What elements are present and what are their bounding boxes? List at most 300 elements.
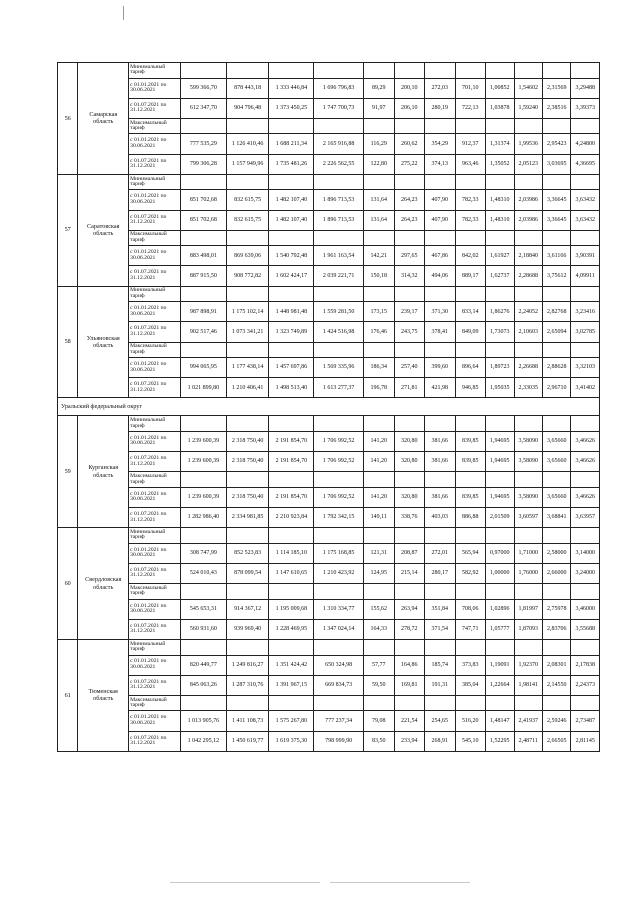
tariff-value-cell: 912,37 <box>455 134 486 154</box>
tariff-value-cell: 1 747 700,73 <box>314 98 364 118</box>
tariff-value-cell: 257,40 <box>394 358 425 378</box>
tariff-value-cell <box>542 528 570 544</box>
table-row <box>58 342 600 358</box>
tariff-value-cell: 186,34 <box>364 358 395 378</box>
tariff-value-cell <box>542 174 570 190</box>
tariff-value-cell: 2,03986 <box>514 210 542 230</box>
tariff-value-cell: 2,48711 <box>514 731 542 751</box>
tariff-value-cell <box>571 584 600 600</box>
tariff-value-cell: 1,59240 <box>514 98 542 118</box>
tariff-value-cell: 381,66 <box>425 452 456 472</box>
tariff-value-cell <box>394 230 425 246</box>
tariff-value-cell <box>514 695 542 711</box>
tariff-value-cell: 83,50 <box>364 731 395 751</box>
tariff-value-cell <box>226 286 269 302</box>
tariff-value-cell <box>571 528 600 544</box>
tariff-value-cell <box>181 230 227 246</box>
table-row <box>58 230 600 246</box>
tariff-value-cell: 3,46626 <box>571 452 600 472</box>
tariff-value-cell: 902 517,46 <box>181 322 227 342</box>
tariff-value-cell: 1,22664 <box>486 675 514 695</box>
tariff-value-cell: 777 237,34 <box>314 711 364 731</box>
tariff-value-cell <box>181 174 227 190</box>
table-row <box>58 246 600 266</box>
tariff-value-cell: 747,71 <box>455 619 486 639</box>
tariff-value-cell <box>514 230 542 246</box>
tariff-period-label: с 01.07.2021 по 31.12.2021 <box>129 675 181 695</box>
tariff-value-cell: 239,17 <box>394 302 425 322</box>
table-row <box>58 134 600 154</box>
tariff-value-cell <box>364 342 395 358</box>
tariff-value-cell: 131,64 <box>364 190 395 210</box>
table-row <box>58 416 600 432</box>
tariff-value-cell: 887 915,50 <box>181 266 227 286</box>
tariff-value-cell <box>455 695 486 711</box>
tariff-value-cell: 939 969,40 <box>226 619 269 639</box>
tariff-value-cell: 1 239 600,39 <box>181 431 227 451</box>
table-row <box>58 675 600 695</box>
tariff-value-cell: 3,63432 <box>571 210 600 230</box>
tariff-value-cell: 1 351 424,42 <box>269 655 314 675</box>
region-number: 56 <box>58 63 78 175</box>
tariff-value-cell: 2 226 562,55 <box>314 154 364 174</box>
tariff-value-cell: 1 706 992,52 <box>314 452 364 472</box>
tariff-value-cell: 3,75612 <box>542 266 570 286</box>
tariff-value-cell: 3,63957 <box>571 507 600 527</box>
tariff-value-cell: 121,31 <box>364 543 395 563</box>
tariff-value-cell: 3,55688 <box>571 619 600 639</box>
tariff-period-label: с 01.07.2021 по 31.12.2021 <box>129 731 181 751</box>
tariff-value-cell: 994 065,95 <box>181 358 227 378</box>
tariff-value-cell: 494,06 <box>425 266 456 286</box>
tariff-value-cell: 1 147 610,65 <box>269 563 314 583</box>
tariff-value-cell: 2 191 854,70 <box>269 487 314 507</box>
tariff-value-cell: 2,33035 <box>514 378 542 398</box>
tariff-value-cell: 280,17 <box>425 563 456 583</box>
tariff-value-cell: 1 602 424,17 <box>269 266 314 286</box>
tariff-period-label: с 01.01.2021 по 30.06.2021 <box>129 711 181 731</box>
tariff-value-cell: 1 347 024,14 <box>314 619 364 639</box>
tariff-value-cell: 141,20 <box>364 452 395 472</box>
tariff-value-cell: 1 498 513,40 <box>269 378 314 398</box>
tariff-value-cell: 141,20 <box>364 487 395 507</box>
tariff-period-label: Максимальный тариф <box>129 230 181 246</box>
tariff-value-cell: 1 696 796,83 <box>314 78 364 98</box>
table-row <box>58 266 600 286</box>
tariff-value-cell: 2,58000 <box>542 543 570 563</box>
tariff-value-cell: 1,94695 <box>486 487 514 507</box>
tariff-value-cell: 946,85 <box>455 378 486 398</box>
tariff-value-cell: 2 165 916,88 <box>314 134 364 154</box>
tariff-value-cell <box>542 230 570 246</box>
tariff-value-cell: 176,46 <box>364 322 395 342</box>
tariff-value-cell <box>181 584 227 600</box>
tariff-value-cell: 3,58090 <box>514 431 542 451</box>
binding-line-left <box>170 882 320 883</box>
tariff-value-cell <box>314 584 364 600</box>
tariff-value-cell <box>364 286 395 302</box>
tariff-value-cell: 1,92370 <box>514 655 542 675</box>
tariff-value-cell: 1 333 446,84 <box>269 78 314 98</box>
tariff-value-cell: 264,23 <box>394 190 425 210</box>
tariff-value-cell: 1,35052 <box>486 154 514 174</box>
tariff-value-cell: 381,66 <box>425 431 456 451</box>
tariff-period-label: с 01.01.2021 по 30.06.2021 <box>129 543 181 563</box>
tariff-value-cell: 467,86 <box>425 246 456 266</box>
tariff-value-cell: 421,98 <box>425 378 456 398</box>
tariff-value-cell: 1 195 009,68 <box>269 599 314 619</box>
tariff-period-label: с 01.07.2021 по 31.12.2021 <box>129 619 181 639</box>
region-name: Тюменская область <box>78 639 129 751</box>
tariff-value-cell: 3,32103 <box>571 358 600 378</box>
tariff-value-cell: 320,80 <box>394 487 425 507</box>
table-row <box>58 655 600 675</box>
tariff-value-cell: 3,29488 <box>571 78 600 98</box>
table-row <box>58 584 600 600</box>
table-row <box>58 599 600 619</box>
tariff-value-cell <box>486 118 514 134</box>
tariff-period-label: с 01.07.2021 по 31.12.2021 <box>129 98 181 118</box>
tariff-value-cell: 1 323 749,89 <box>269 322 314 342</box>
tariff-value-cell: 272,03 <box>425 78 456 98</box>
tariff-value-cell: 799 306,28 <box>181 154 227 174</box>
tariff-value-cell: 1,48310 <box>486 190 514 210</box>
tariff-value-cell: 1,31374 <box>486 134 514 154</box>
tariff-value-cell <box>314 639 364 655</box>
tariff-value-cell: 2,24052 <box>514 302 542 322</box>
tariff-value-cell: 59,50 <box>364 675 395 695</box>
tariff-value-cell: 374,13 <box>425 154 456 174</box>
tariff-value-cell: 3,24000 <box>571 563 600 583</box>
tariff-period-label: Максимальный тариф <box>129 472 181 488</box>
table-row <box>58 210 600 230</box>
tariff-period-label: с 01.01.2021 по 30.06.2021 <box>129 190 181 210</box>
tariff-value-cell: 545,10 <box>455 731 486 751</box>
tariff-period-label: Минимальный тариф <box>129 286 181 302</box>
tariff-value-cell: 3,46626 <box>571 431 600 451</box>
tariff-value-cell <box>542 286 570 302</box>
tariff-value-cell <box>314 528 364 544</box>
tariff-value-cell: 1 896 713,53 <box>314 190 364 210</box>
tariff-value-cell: 263,94 <box>394 599 425 619</box>
region-number: 61 <box>58 639 78 751</box>
tariff-value-cell: 1 457 697,86 <box>269 358 314 378</box>
tariff-value-cell <box>542 63 570 79</box>
tariff-value-cell: 1,94695 <box>486 431 514 451</box>
tariff-value-cell: 1 239 600,39 <box>181 452 227 472</box>
tariff-table-body <box>58 63 600 752</box>
tariff-value-cell: 381,66 <box>425 487 456 507</box>
tariff-value-cell: 2,01509 <box>486 507 514 527</box>
tariff-value-cell: 3,63432 <box>571 190 600 210</box>
tariff-value-cell <box>571 639 600 655</box>
tariff-value-cell <box>571 286 600 302</box>
tariff-value-cell: 2 334 981,85 <box>226 507 269 527</box>
tariff-value-cell: 1 021 899,80 <box>181 378 227 398</box>
tariff-value-cell: 878 443,18 <box>226 78 269 98</box>
tariff-value-cell <box>425 63 456 79</box>
tariff-value-cell: 1 239 600,39 <box>181 487 227 507</box>
tariff-value-cell: 185,74 <box>425 655 456 675</box>
tariff-value-cell: 1,00000 <box>486 563 514 583</box>
table-row <box>58 98 600 118</box>
tariff-value-cell <box>486 528 514 544</box>
tariff-value-cell <box>226 584 269 600</box>
tariff-period-label: с 01.07.2021 по 31.12.2021 <box>129 322 181 342</box>
tariff-value-cell: 1,89723 <box>486 358 514 378</box>
tariff-value-cell: 987 898,91 <box>181 302 227 322</box>
tariff-value-cell: 1 282 986,40 <box>181 507 227 527</box>
tariff-value-cell: 407,90 <box>425 210 456 230</box>
tariff-value-cell: 169,81 <box>394 675 425 695</box>
tariff-value-cell <box>394 342 425 358</box>
tariff-value-cell: 1,81997 <box>514 599 542 619</box>
tariff-value-cell: 320,80 <box>394 431 425 451</box>
tariff-value-cell: 1,48310 <box>486 210 514 230</box>
federal-district-header: Уральский федеральный округ <box>58 398 600 416</box>
tariff-value-cell: 845 063,26 <box>181 675 227 695</box>
tariff-value-cell: 1 540 792,48 <box>269 246 314 266</box>
tariff-period-label: с 01.01.2021 по 30.06.2021 <box>129 302 181 322</box>
tariff-value-cell: 1 613 277,37 <box>314 378 364 398</box>
tariff-value-cell: 338,76 <box>394 507 425 527</box>
tariff-value-cell: 271,81 <box>394 378 425 398</box>
tariff-value-cell: 1,54602 <box>514 78 542 98</box>
tariff-period-label: с 01.01.2021 по 30.06.2021 <box>129 655 181 675</box>
tariff-value-cell: 3,61166 <box>542 246 570 266</box>
table-row <box>58 286 600 302</box>
tariff-period-label: с 01.01.2021 по 30.06.2021 <box>129 487 181 507</box>
tariff-value-cell: 1,62737 <box>486 266 514 286</box>
tariff-value-cell <box>226 416 269 432</box>
region-number: 57 <box>58 174 78 286</box>
tariff-value-cell: 722,13 <box>455 98 486 118</box>
tariff-value-cell: 2,17838 <box>571 655 600 675</box>
tariff-value-cell <box>425 174 456 190</box>
tariff-value-cell: 2 191 854,70 <box>269 431 314 451</box>
tariff-value-cell: 839,85 <box>455 452 486 472</box>
tariff-value-cell: 1,73073 <box>486 322 514 342</box>
tariff-value-cell <box>314 174 364 190</box>
tariff-value-cell <box>455 416 486 432</box>
tariff-value-cell: 164,33 <box>364 619 395 639</box>
tariff-value-cell: 851 702,68 <box>181 210 227 230</box>
tariff-value-cell: 3,58090 <box>514 452 542 472</box>
tariff-value-cell: 320,80 <box>394 452 425 472</box>
tariff-period-label: с 01.07.2021 по 31.12.2021 <box>129 563 181 583</box>
tariff-value-cell <box>486 416 514 432</box>
table-row <box>58 322 600 342</box>
tariff-value-cell <box>314 286 364 302</box>
tariff-value-cell <box>394 695 425 711</box>
tariff-value-cell: 2,31569 <box>542 78 570 98</box>
tariff-value-cell: 124,95 <box>364 563 395 583</box>
tariff-value-cell: 314,32 <box>394 266 425 286</box>
tariff-value-cell <box>571 695 600 711</box>
tariff-value-cell: 308 747,99 <box>181 543 227 563</box>
tariff-value-cell: 403,03 <box>425 507 456 527</box>
tariff-value-cell: 3,46626 <box>571 487 600 507</box>
tariff-value-cell: 1,52295 <box>486 731 514 751</box>
tariff-value-cell: 2,28688 <box>514 266 542 286</box>
tariff-value-cell: 191,31 <box>425 675 456 695</box>
tariff-value-cell <box>486 639 514 655</box>
tariff-value-cell <box>425 118 456 134</box>
tariff-value-cell: 297,65 <box>394 246 425 266</box>
tariff-value-cell: 2,05123 <box>514 154 542 174</box>
tariff-value-cell <box>514 472 542 488</box>
region-number: 60 <box>58 528 78 640</box>
tariff-value-cell: 1 175 102,14 <box>226 302 269 322</box>
tariff-value-cell: 3,65660 <box>542 487 570 507</box>
tariff-value-cell <box>181 416 227 432</box>
table-row <box>58 563 600 583</box>
tariff-period-label: с 01.07.2021 по 31.12.2021 <box>129 507 181 527</box>
tariff-period-label: с 01.01.2021 по 30.06.2021 <box>129 358 181 378</box>
tariff-value-cell: 3,02785 <box>571 322 600 342</box>
tariff-period-label: Минимальный тариф <box>129 416 181 432</box>
tariff-value-cell: 1,86276 <box>486 302 514 322</box>
tariff-period-label: Минимальный тариф <box>129 528 181 544</box>
tariff-value-cell <box>314 63 364 79</box>
tariff-value-cell <box>455 63 486 79</box>
tariff-value-cell: 1 706 992,52 <box>314 431 364 451</box>
tariff-value-cell: 2 191 854,70 <box>269 452 314 472</box>
tariff-value-cell <box>514 639 542 655</box>
tariff-value-cell <box>425 342 456 358</box>
tariff-value-cell <box>226 695 269 711</box>
tariff-value-cell: 0,97000 <box>486 543 514 563</box>
tariff-value-cell: 878 099,54 <box>226 563 269 583</box>
tariff-period-label: с 01.07.2021 по 31.12.2021 <box>129 154 181 174</box>
tariff-value-cell: 1 411 108,73 <box>226 711 269 731</box>
tariff-value-cell: 582,92 <box>455 563 486 583</box>
tariff-value-cell <box>394 174 425 190</box>
tariff-value-cell: 1 126 410,46 <box>226 134 269 154</box>
tariff-value-cell: 215,14 <box>394 563 425 583</box>
tariff-value-cell <box>486 584 514 600</box>
tariff-value-cell: 1,03878 <box>486 98 514 118</box>
tariff-value-cell: 1 310 334,77 <box>314 599 364 619</box>
tariff-value-cell: 2,41937 <box>514 711 542 731</box>
tariff-value-cell: 200,10 <box>394 78 425 98</box>
tariff-value-cell: 889,17 <box>455 266 486 286</box>
tariff-value-cell <box>226 63 269 79</box>
tariff-value-cell <box>542 472 570 488</box>
tariff-value-cell: 851 702,68 <box>181 190 227 210</box>
tariff-value-cell: 2,96710 <box>542 378 570 398</box>
tariff-value-cell: 1 619 375,30 <box>269 731 314 751</box>
tariff-value-cell: 141,20 <box>364 431 395 451</box>
tariff-value-cell: 1 448 981,48 <box>269 302 314 322</box>
tariff-value-cell: 4,36695 <box>571 154 600 174</box>
tariff-value-cell: 3,41402 <box>571 378 600 398</box>
tariff-value-cell: 150,18 <box>364 266 395 286</box>
tariff-period-label: с 01.07.2021 по 31.12.2021 <box>129 266 181 286</box>
tariff-value-cell: 612 347,70 <box>181 98 227 118</box>
tariff-value-cell: 385,04 <box>455 675 486 695</box>
tariff-value-cell <box>542 118 570 134</box>
table-row <box>58 487 600 507</box>
tariff-value-cell <box>425 230 456 246</box>
tariff-value-cell: 820 449,77 <box>181 655 227 675</box>
tariff-value-cell <box>394 584 425 600</box>
tariff-value-cell: 4,24800 <box>571 134 600 154</box>
tariff-value-cell: 1,00852 <box>486 78 514 98</box>
tariff-value-cell <box>542 695 570 711</box>
tariff-value-cell <box>455 286 486 302</box>
tariff-value-cell: 354,29 <box>425 134 456 154</box>
tariff-value-cell <box>364 416 395 432</box>
tariff-value-cell <box>314 118 364 134</box>
tariff-value-cell <box>269 472 314 488</box>
tariff-value-cell <box>364 639 395 655</box>
tariff-value-cell <box>226 230 269 246</box>
region-number: 59 <box>58 416 78 528</box>
tariff-value-cell <box>269 528 314 544</box>
tariff-value-cell: 1,19091 <box>486 655 514 675</box>
tariff-period-label: Максимальный тариф <box>129 695 181 711</box>
tariff-value-cell: 904 796,48 <box>226 98 269 118</box>
tariff-value-cell: 883 498,01 <box>181 246 227 266</box>
tariff-period-label: Максимальный тариф <box>129 342 181 358</box>
tariff-value-cell <box>455 230 486 246</box>
tariff-value-cell <box>542 639 570 655</box>
tariff-value-cell: 1 569 335,96 <box>314 358 364 378</box>
tariff-value-cell <box>514 118 542 134</box>
tariff-value-cell <box>364 230 395 246</box>
tariff-value-cell: 1,94695 <box>486 452 514 472</box>
table-row <box>58 507 600 527</box>
tariff-value-cell: 1,02896 <box>486 599 514 619</box>
tariff-value-cell <box>269 230 314 246</box>
tariff-value-cell: 1,87093 <box>514 619 542 639</box>
tariff-value-cell: 545 653,31 <box>181 599 227 619</box>
tariff-value-cell <box>226 118 269 134</box>
tariff-value-cell <box>455 472 486 488</box>
tariff-value-cell: 3,58090 <box>514 487 542 507</box>
tariff-table <box>57 62 600 752</box>
tariff-value-cell: 3,60597 <box>514 507 542 527</box>
tariff-value-cell: 3,65660 <box>542 452 570 472</box>
tariff-value-cell <box>364 63 395 79</box>
table-row <box>58 78 600 98</box>
tariff-value-cell <box>181 342 227 358</box>
tariff-value-cell <box>314 472 364 488</box>
tariff-value-cell: 839,85 <box>455 487 486 507</box>
tariff-value-cell: 1 114 185,10 <box>269 543 314 563</box>
tariff-value-cell: 2,83706 <box>542 619 570 639</box>
tariff-value-cell <box>425 639 456 655</box>
tariff-value-cell <box>455 639 486 655</box>
tariff-value-cell: 1 896 713,53 <box>314 210 364 230</box>
tariff-value-cell: 1 210 423,92 <box>314 563 364 583</box>
tariff-value-cell: 264,23 <box>394 210 425 230</box>
tariff-value-cell: 272,01 <box>425 543 456 563</box>
tariff-value-cell <box>514 416 542 432</box>
tariff-value-cell: 839,85 <box>455 431 486 451</box>
tariff-value-cell: 2 318 750,40 <box>226 431 269 451</box>
tariff-value-cell: 669 834,73 <box>314 675 364 695</box>
tariff-value-cell: 149,11 <box>364 507 395 527</box>
tariff-value-cell <box>425 472 456 488</box>
tariff-value-cell <box>269 584 314 600</box>
tariff-value-cell <box>181 118 227 134</box>
tariff-value-cell: 833,14 <box>455 302 486 322</box>
tariff-value-cell: 777 535,29 <box>181 134 227 154</box>
tariff-value-cell: 1 424 516,98 <box>314 322 364 342</box>
tariff-value-cell <box>486 472 514 488</box>
